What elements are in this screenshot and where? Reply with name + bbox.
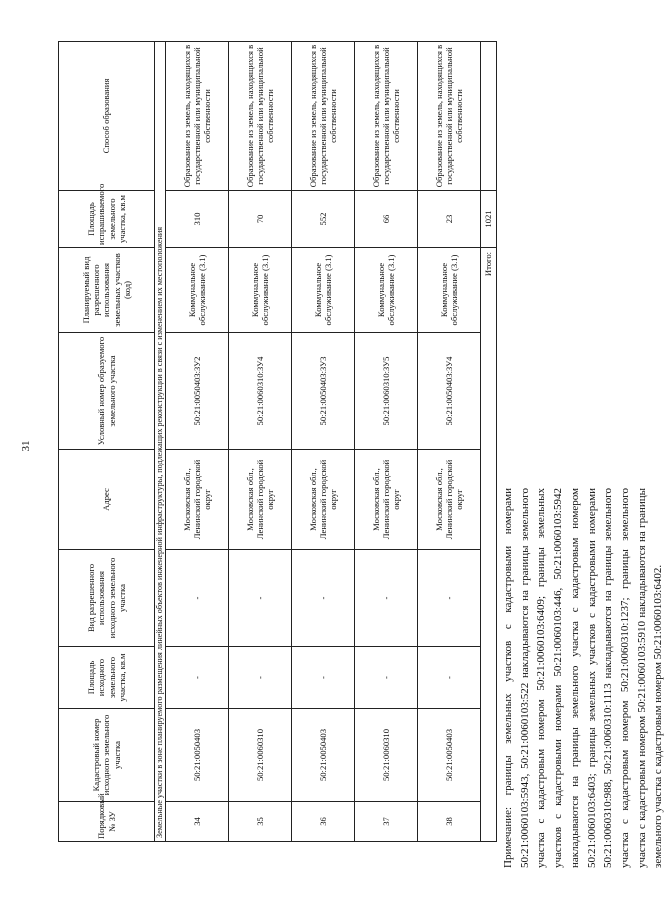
header-cell: Адрес (59, 450, 155, 550)
table-cell: 34 (166, 802, 229, 842)
total-empty-cell (481, 42, 497, 191)
header-cell: Планируемый вид разрешенного использования земельных участков (код) (59, 248, 155, 333)
table-cell: - (418, 550, 481, 647)
table-cell: Образование из земель, находящихся в государственной или муниципальной собственности (418, 42, 481, 191)
table-cell: - (166, 647, 229, 709)
table-row (229, 42, 292, 842)
header-cell: Площадь испрашиваемого земельного участка, кв.м (59, 191, 155, 248)
table-cell: 50:21:0060310 (229, 709, 292, 802)
table-header-row (59, 42, 155, 842)
table-cell: 50:21:0050403 (166, 709, 229, 802)
table-cell: Московская обл., Ленинский городской округ (229, 450, 292, 550)
table-cell: Московская обл., Ленинский городской округ (166, 450, 229, 550)
table-cell: 50:21:0060310:ЗУ5 (355, 333, 418, 450)
table-cell: Образование из земель, находящихся в государственной или муниципальной собственности (292, 42, 355, 191)
table-cell: 50:21:0050403:ЗУ2 (166, 333, 229, 450)
table-cell: 50:21:0050403 (292, 709, 355, 802)
table-cell: Московская обл., Ленинский городской округ (418, 450, 481, 550)
table-cell: - (355, 550, 418, 647)
table-cell: - (166, 550, 229, 647)
section-row (155, 42, 166, 842)
table-cell: Образование из земель, находящихся в государственной или муниципальной собственности (355, 42, 418, 191)
section-title: Земельные участки в зоне планируемого размещения линейных объектов инженерной инфраструктуры, подлежащих реконструкции в связи с изменением их местоположения (155, 42, 166, 842)
table-cell: - (229, 550, 292, 647)
table-cell: 50:21:0050403 (418, 709, 481, 802)
header-cell: Способ образования (59, 42, 155, 191)
table-cell: - (355, 647, 418, 709)
table-cell: Коммунальное обслуживание (3.1) (418, 248, 481, 333)
header-cell: Порядковый № ЗУ (59, 802, 155, 842)
table-cell: 50:21:0050403:ЗУ3 (292, 333, 355, 450)
rotated-table-container (58, 42, 494, 842)
table-row (355, 42, 418, 842)
table-cell: 70 (229, 191, 292, 248)
header-cell: Вид разрешенного использования исходного земельного участка (59, 550, 155, 647)
header-cell: Площадь исходного земельного участка, кв.м (59, 647, 155, 709)
table-cell: - (292, 550, 355, 647)
total-value: 1021 (481, 191, 497, 248)
table-cell: Коммунальное обслуживание (3.1) (292, 248, 355, 333)
table-row (418, 42, 481, 842)
footnote: Примечание: границы земельных участков с кадастровыми номерами 50:21:0060103:5943, 50:21:0060103:522 накладываются на границы земельного участка с кадастровым номером 50:21:0060103:6409; границы земельных участков с кадастровыми номерами 50:21:0060103:446, 50:21:0060103:5942 накладываются на границы земельного участка с кадастровым номером 50:21:0060103:6403; границы земельных участков с кадастровыми номерами 50:21:0060310:988, 50:21:0060310:1113 накладываются на границы земельного участка с кадастровым номером 50:21:0060310:1237; границы земельного участка с кадастровым номером 50:21:0060103:5910 накладываются на границы земельного участка с кадастровым номером 50:21:0060103:6402. (502, 488, 665, 868)
table-cell: 38 (418, 802, 481, 842)
table-cell: 50:21:0050403:ЗУ4 (418, 333, 481, 450)
table-cell: Коммунальное обслуживание (3.1) (166, 248, 229, 333)
table-cell: - (229, 647, 292, 709)
table-cell: 35 (229, 802, 292, 842)
total-label: Итого: (481, 248, 497, 842)
table-cell: Образование из земель, находящихся в государственной или муниципальной собственности (229, 42, 292, 191)
table-cell: 310 (166, 191, 229, 248)
table-cell: 36 (292, 802, 355, 842)
total-row (481, 42, 497, 842)
table-cell: 50:21:0060310:ЗУ4 (229, 333, 292, 450)
table-cell: 66 (355, 191, 418, 248)
table-row (292, 42, 355, 842)
header-cell: Кадастровый номер исходного земельного участка (59, 709, 155, 802)
table-cell: 50:21:0060310 (355, 709, 418, 802)
table-cell: - (292, 647, 355, 709)
table-cell: 23 (418, 191, 481, 248)
table-cell: Коммунальное обслуживание (3.1) (229, 248, 292, 333)
table-cell: - (418, 647, 481, 709)
table-cell: Образование из земель, находящихся в государственной или муниципальной собственности (166, 42, 229, 191)
table-cell: Коммунальное обслуживание (3.1) (355, 248, 418, 333)
table-row (166, 42, 229, 842)
table-cell: 552 (292, 191, 355, 248)
land-plots-table (58, 41, 497, 842)
table-cell: 37 (355, 802, 418, 842)
page-number: 31 (20, 440, 32, 452)
table-cell: Московская обл., Ленинский городской округ (292, 450, 355, 550)
header-cell: Условный номер образуемого земельного участка (59, 333, 155, 450)
table-cell: Московская обл., Ленинский городской округ (355, 450, 418, 550)
